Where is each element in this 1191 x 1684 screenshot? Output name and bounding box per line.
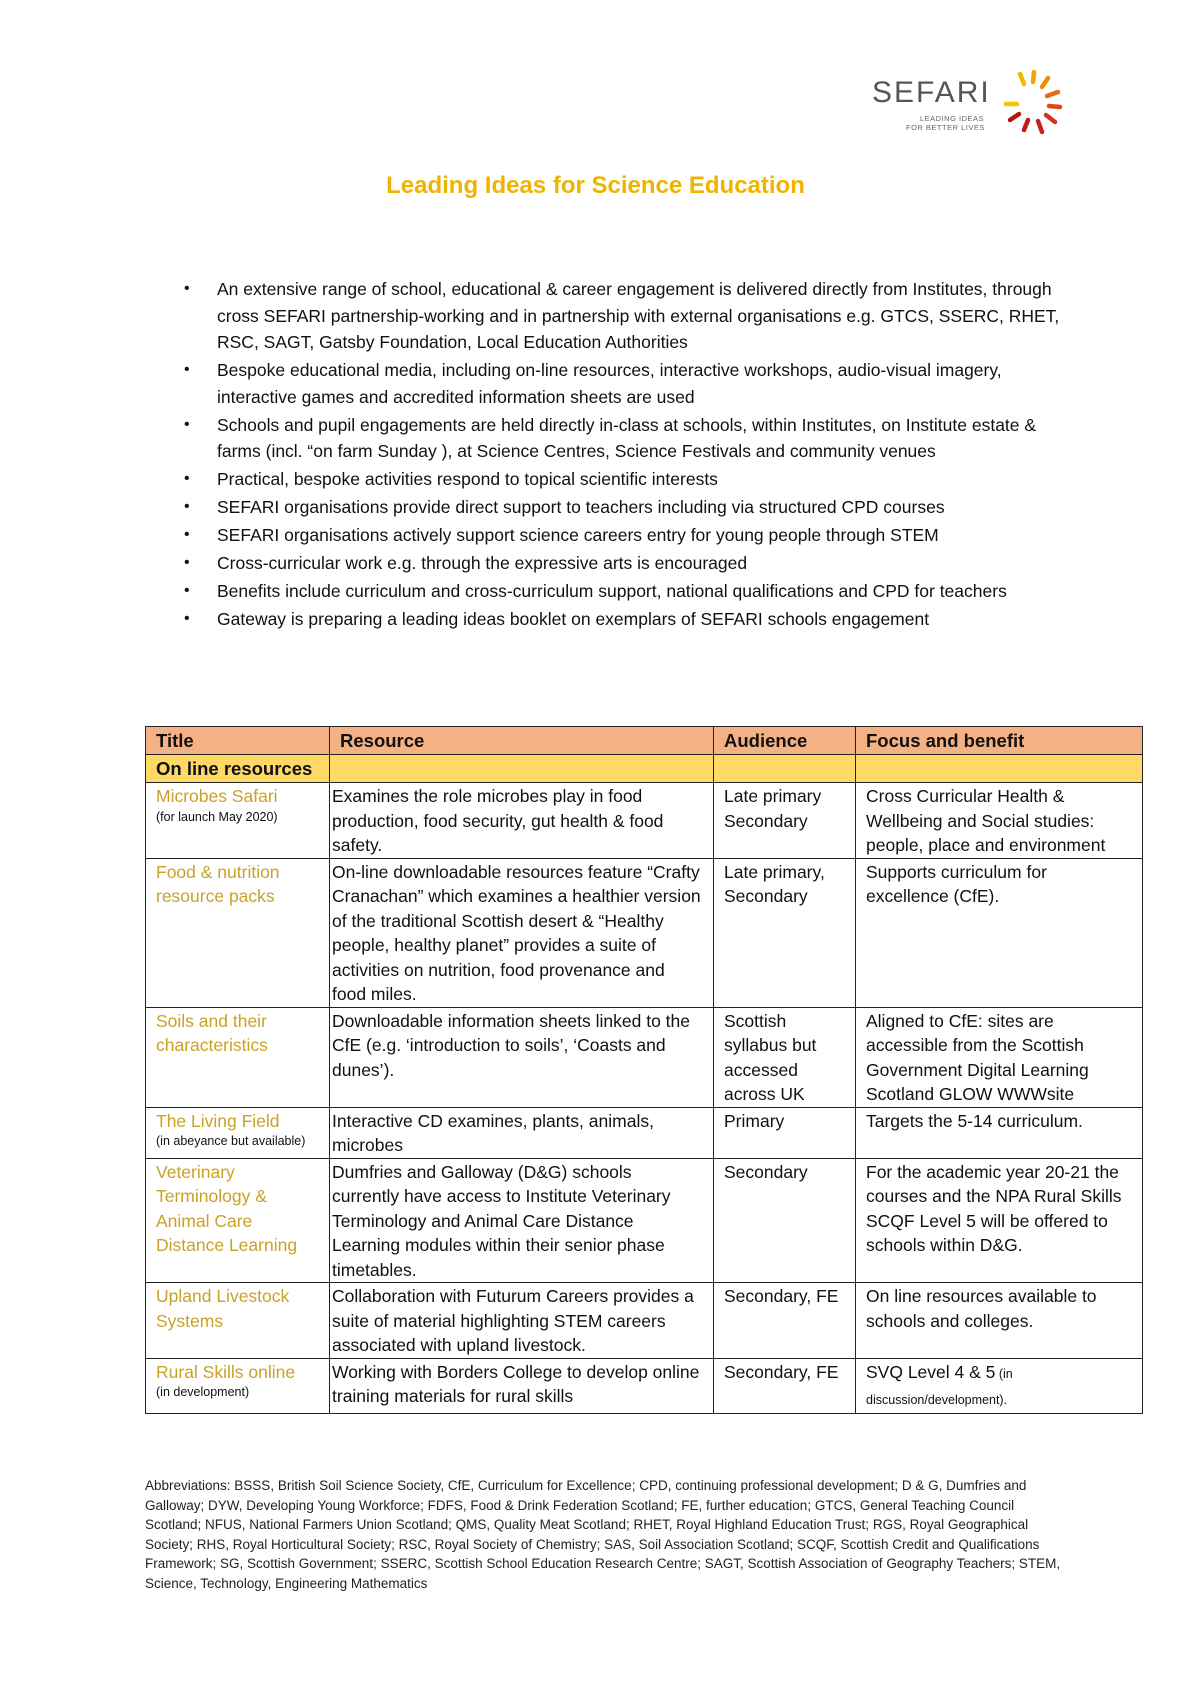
cell-title	[146, 1158, 330, 1283]
table-row	[146, 1007, 1143, 1107]
focus-text: Supports curriculum for excellence (CfE).	[866, 861, 1047, 906]
logo-wordmark: SEFARI	[872, 76, 991, 109]
focus-text: Targets the 5-14 curriculum.	[866, 1110, 1083, 1131]
bullet-icon: •	[184, 554, 190, 571]
cell-title	[146, 1283, 330, 1359]
cell-audience: Late primary Secondary	[714, 783, 856, 859]
focus-text: SVQ Level 4 & 5	[866, 1361, 996, 1382]
cell-resource: Examines the role microbes play in food production, food security, gut health & food safety.	[330, 783, 714, 859]
bullet-icon: •	[184, 498, 190, 515]
focus-text: On line resources available to schools and colleges.	[866, 1286, 1097, 1331]
resource-title: Upland Livestock Systems	[156, 1286, 290, 1331]
logo-tagline-line1: LEADING IDEAS	[920, 114, 985, 123]
resource-title: Rural Skills online	[156, 1361, 296, 1382]
section-row	[146, 755, 1143, 783]
cell-focus	[856, 1158, 1143, 1283]
table-body	[146, 783, 1143, 1414]
sunburst-icon	[1000, 70, 1066, 136]
bullet-text: Bespoke educational media, including on-line resources, interactive workshops, audio-visual imagery, interactive games and accredited information sheets are used	[217, 360, 1002, 407]
bullet-text: Cross-curricular work e.g. through the expressive arts is encouraged	[217, 553, 748, 573]
cell-focus	[856, 1283, 1143, 1359]
cell-audience: Primary	[714, 1107, 856, 1158]
bullet-icon: •	[184, 610, 190, 627]
bullet-text: SEFARI organisations provide direct support to teachers including via structured CPD courses	[217, 497, 945, 517]
cell-resource: Collaboration with Futurum Careers provides a suite of material highlighting STEM careers associated with upland livestock.	[330, 1283, 714, 1359]
cell-audience: Late primary, Secondary	[714, 858, 856, 1007]
cell-focus	[856, 1007, 1143, 1107]
resource-note: (in development)	[156, 1385, 250, 1399]
bullet-icon: •	[184, 415, 190, 433]
cell-title	[146, 1007, 330, 1107]
cell-title	[146, 858, 330, 1007]
bullet-item	[184, 276, 1074, 356]
bullet-text: SEFARI organisations actively support science careers entry for young people through STEM	[217, 525, 939, 545]
table-row	[146, 783, 1143, 859]
cell-audience: Scottish syllabus but accessed across UK	[714, 1007, 856, 1107]
bullet-text: Practical, bespoke activities respond to topical scientific interests	[217, 469, 718, 489]
cell-resource: On-line downloadable resources feature “Crafty Cranachan” which examines a healthier version of the traditional Scottish desert & “Healthy people, healthy planet” provides a suite of activities on nutrition, food provenance and food miles.	[330, 858, 714, 1007]
cell-title	[146, 783, 330, 859]
bullet-icon: •	[184, 582, 190, 599]
bullet-item	[184, 412, 1074, 465]
bullet-text: Gateway is preparing a leading ideas booklet on exemplars of SEFARI schools engagement	[217, 609, 930, 629]
resource-title: Soils and their characteristics	[156, 1010, 268, 1055]
cell-resource: Downloadable information sheets linked to the CfE (e.g. ‘introduction to soils’, ‘Coasts and dunes’).	[330, 1007, 714, 1107]
logo-tagline-line2: FOR BETTER LIVES	[906, 123, 985, 132]
bullet-text: Benefits include curriculum and cross-curriculum support, national qualifications and CPD for teachers	[217, 581, 1007, 601]
focus-text: Aligned to CfE: sites are accessible from the Scottish Government Digital Learning Scotland GLOW WWWsite	[866, 1010, 1089, 1104]
focus-note: (in discussion/development).	[866, 1366, 1013, 1407]
bullet-item	[184, 522, 1074, 549]
cell-focus	[856, 1107, 1143, 1158]
bullet-item	[184, 578, 1074, 605]
section-cell-empty	[714, 755, 856, 783]
bullet-list	[184, 276, 1074, 634]
cell-audience: Secondary, FE	[714, 1283, 856, 1359]
cell-title	[146, 1107, 330, 1158]
cell-resource: Dumfries and Galloway (D&G) schools currently have access to Institute Veterinary Terminology and Animal Care Distance Learning modules within their senior phase timetables.	[330, 1158, 714, 1283]
bullet-item	[184, 357, 1074, 410]
resource-note: (for launch May 2020)	[156, 809, 278, 824]
focus-text: For the academic year 20-21 the courses and the NPA Rural Skills SCQF Level 5 will be offered to schools within D&G.	[866, 1161, 1122, 1255]
resource-title: Veterinary Terminology & Animal Care Distance Learning	[156, 1161, 298, 1255]
bullet-icon: •	[184, 526, 190, 543]
bullet-item	[184, 606, 1074, 633]
table-row	[146, 1358, 1143, 1413]
bullet-text: Schools and pupil engagements are held directly in-class at schools, within Institutes, on Institute estate & farms (incl. “on farm Sunday ), at Science Centres, Science Festivals and community venues	[217, 414, 1037, 461]
section-cell-empty	[856, 755, 1143, 783]
cell-focus	[856, 783, 1143, 859]
section-cell-empty	[330, 755, 714, 783]
bullet-icon: •	[184, 470, 190, 487]
bullet-text: An extensive range of school, educational & career engagement is delivered directly from Institutes, through cross SEFARI partnership-working and in partnership with external organisations e.g. GTCS, SSERC, RHET, RSC, SAGT, Gatsby Foundation, Local Education Authorities	[217, 279, 1060, 352]
cell-resource: Interactive CD examines, plants, animals, microbes	[330, 1107, 714, 1158]
cell-audience: Secondary, FE	[714, 1358, 856, 1413]
page-title: Leading Ideas for Science Education	[386, 172, 805, 199]
cell-resource: Working with Borders College to develop online training materials for rural skills	[330, 1358, 714, 1413]
abbreviations-footnote: Abbreviations: BSSS, British Soil Science Society, CfE, Curriculum for Excellence; CPD, continuing professional development; D & G, Dumfries and Galloway; DYW, Developing Young Workforce; FDFS, Food & Drink Federation Scotland; FE, further education; GTCS, General Teaching Council Scotland; NFUS, National Farmers Union Scotland; QMS, Quality Meat Scotland; RHET, Royal Highland Education Trust; RGS, Royal Geographical Society; RHS, Royal Horticultural Society; RSC, Royal Society of Chemistry; SAS, Soil Association Scotland; SCQF, Scottish Credit and Qualifications Framework; SG, Scottish Government; SSERC, Scottish School Education Research Centre; SAGT, Scottish Association of Geography Teachers; STEM, Science, Technology, Engineering Mathematics	[145, 1478, 1061, 1591]
column-header-focus: Focus and benefit	[856, 727, 1143, 755]
resource-title: Food & nutrition resource packs	[156, 861, 280, 906]
bullet-item	[184, 550, 1074, 577]
column-header-audience: Audience	[714, 727, 856, 755]
bullet-item	[184, 494, 1074, 521]
cell-focus	[856, 1358, 1143, 1413]
resource-note: (in abeyance but available)	[156, 1134, 306, 1148]
sefari-logo	[872, 70, 1062, 140]
bullet-icon: •	[184, 280, 190, 297]
resources-table	[145, 726, 1143, 1414]
table-row	[146, 858, 1143, 1007]
table-row	[146, 1107, 1143, 1158]
column-header-title: Title	[146, 727, 330, 755]
cell-audience: Secondary	[714, 1158, 856, 1283]
column-header-resource: Resource	[330, 727, 714, 755]
cell-title	[146, 1358, 330, 1413]
bullet-item	[184, 466, 1074, 493]
resource-title: Microbes Safari	[156, 786, 278, 806]
bullet-icon: •	[184, 361, 190, 378]
section-label: On line resources	[146, 755, 330, 783]
resource-title: The Living Field	[156, 1110, 280, 1131]
table-row	[146, 1158, 1143, 1283]
table-header-row	[146, 727, 1143, 755]
focus-text: Cross Curricular Health & Wellbeing and Social studies: people, place and environment	[866, 786, 1106, 855]
table-row	[146, 1283, 1143, 1359]
cell-focus	[856, 858, 1143, 1007]
